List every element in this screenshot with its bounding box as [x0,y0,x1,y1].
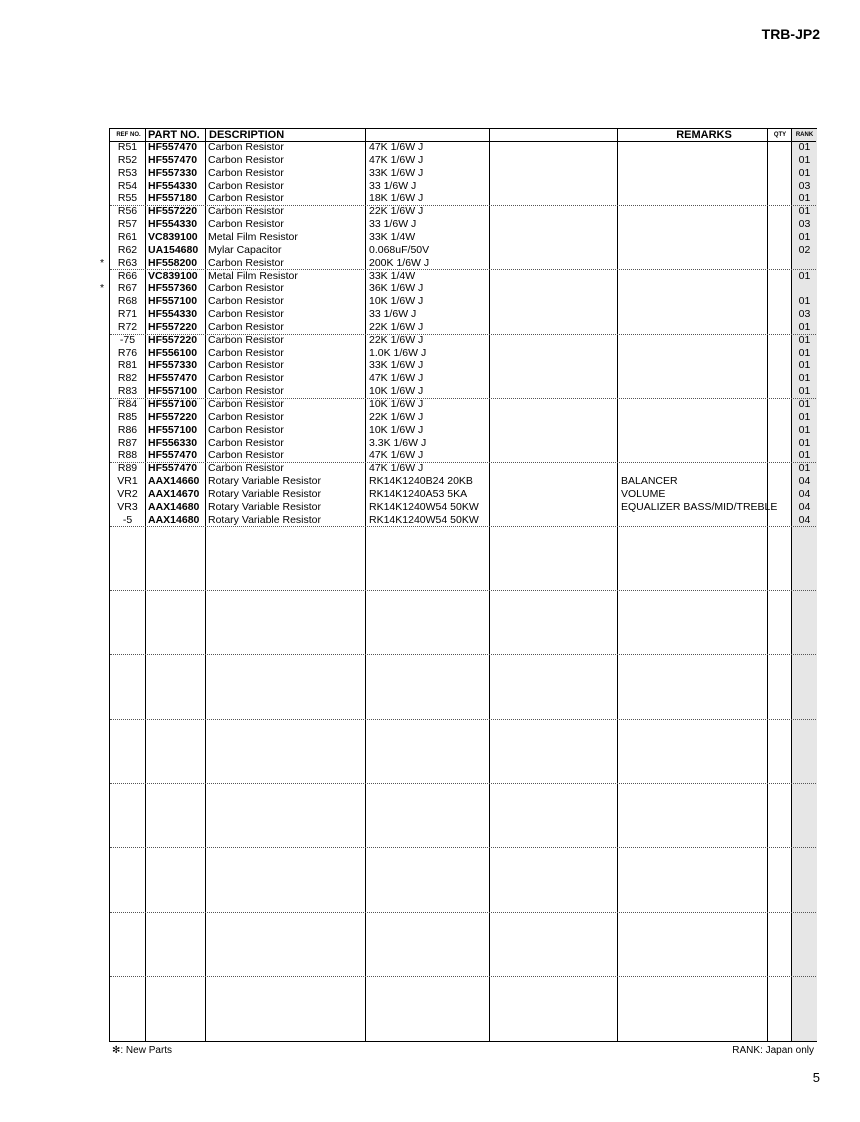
rank-note: RANK: Japan only [732,1045,814,1056]
parts-list-table [99,128,817,1042]
rank-cell: 01 [798,462,811,475]
part-no-cell: HF557100 [148,398,198,410]
description-cell: Carbon Resistor [208,372,284,385]
ref-no-cell: R82 [117,372,138,385]
spec-cell: 33K 1/6W J [369,166,424,179]
spec-cell: 10K 1/6W J [369,423,424,436]
row-separator [110,719,816,720]
header-part-no: PART NO. [148,129,200,141]
description-cell: Carbon Resistor [208,166,284,179]
spec-cell: 22K 1/6W J [369,320,424,333]
spec-cell: 22K 1/6W J [369,205,424,218]
spec-cell: 33 1/6W J [369,308,417,321]
rank-cell: 01 [798,295,811,308]
ref-no-cell: R66 [117,269,138,282]
part-no-cell: HF557470 [148,153,198,166]
table-row [110,270,816,283]
table-row [99,282,816,295]
part-no-cell: HF557220 [148,410,198,423]
ref-no-cell: R85 [117,410,138,423]
rank-cell: 01 [798,436,811,449]
table-row [110,411,816,424]
part-no-cell: HF557100 [148,423,198,436]
ref-no-cell: R57 [117,218,138,231]
spec-cell: 36K 1/6W J [369,282,424,295]
spec-cell: 33K 1/4W [369,269,416,282]
rank-cell: 01 [798,205,811,218]
table-row [110,398,816,411]
table-row [110,192,816,206]
part-no-cell: VC839100 [148,269,198,282]
rank-cell: 01 [798,410,811,423]
rank-cell: 04 [798,500,811,513]
part-no-cell: AAX14680 [148,513,200,526]
rank-cell: 01 [798,385,811,398]
ref-no-cell: VR1 [117,475,138,488]
part-no-cell: HF554330 [148,218,198,231]
description-cell: Carbon Resistor [208,218,284,231]
ref-no-cell: VR2 [117,487,138,500]
ref-no-cell: R62 [117,243,138,256]
row-separator [110,783,816,784]
remarks-cell: EQUALIZER BASS/MID/TREBLE [621,500,778,513]
table-row [110,231,816,244]
spec-cell: 47K 1/6W J [369,141,424,153]
table-row [110,205,816,218]
spec-cell: 33 1/6W J [369,218,417,231]
table-row [110,180,816,193]
part-no-cell: HF557220 [148,320,198,333]
description-cell: Rotary Variable Resistor [208,487,322,500]
description-cell: Metal Film Resistor [208,269,298,282]
ref-no-cell: R68 [117,295,138,308]
description-cell: Carbon Resistor [208,192,284,205]
table-row [110,141,816,154]
description-cell: Rotary Variable Resistor [208,513,322,526]
description-cell: Carbon Resistor [208,153,284,166]
spec-cell: RK14K1240A53 5KA [369,487,468,500]
rank-cell: 01 [798,423,811,436]
spec-cell: 47K 1/6W J [369,372,424,385]
table-row [110,488,816,501]
row-separator [110,912,816,913]
table-row [110,295,816,308]
ref-no-cell: R56 [117,205,138,218]
description-cell: Carbon Resistor [208,333,284,346]
ref-no-cell: R88 [117,449,138,462]
description-cell: Carbon Resistor [208,385,284,398]
description-cell: Carbon Resistor [208,398,284,410]
description-cell: Rotary Variable Resistor [208,500,322,513]
rank-cell: 01 [798,398,811,410]
rank-cell: 04 [798,487,811,500]
rank-cell: 03 [798,308,811,321]
ref-no-cell: -5 [122,513,133,526]
description-cell: Mylar Capacitor [208,243,282,256]
rank-cell: 01 [798,192,811,205]
description-cell: Carbon Resistor [208,205,284,218]
ref-no-cell: R83 [117,385,138,398]
spec-cell: 33K 1/6W J [369,359,424,372]
page-number: 5 [812,1070,820,1085]
header-rank: RANK [795,132,814,138]
part-no-cell: AAX14670 [148,487,200,500]
part-no-cell: HF554330 [148,308,198,321]
rank-cell: 03 [798,179,811,192]
part-no-cell: UA154680 [148,243,199,256]
ref-no-cell: R87 [117,436,138,449]
description-cell: Carbon Resistor [208,179,284,192]
remarks-cell: BALANCER [621,475,678,488]
model-number: TRB-JP2 [761,26,820,42]
part-no-cell: HF557100 [148,295,198,308]
part-no-cell: HF557180 [148,192,198,205]
row-separator [110,654,816,655]
rank-cell: 03 [798,218,811,231]
part-no-cell: HF557330 [148,166,198,179]
ref-no-cell: R81 [117,359,138,372]
table-row [110,167,816,180]
spec-cell: 200K 1/6W J [369,256,430,269]
description-cell: Carbon Resistor [208,320,284,333]
row-separator [110,847,816,848]
header-remarks: REMARKS [676,129,732,141]
description-cell: Carbon Resistor [208,423,284,436]
spec-cell: 47K 1/6W J [369,449,424,462]
ref-no-cell: R63 [117,256,138,269]
part-no-cell: HF557360 [148,282,198,295]
part-no-cell: HF558200 [148,256,198,269]
header-qty: QTY [773,132,787,138]
table-row [110,475,816,488]
ref-no-cell: -75 [119,333,136,346]
part-no-cell: HF554330 [148,179,198,192]
table-row [110,218,816,231]
part-no-cell: HF557470 [148,372,198,385]
rank-cell: 01 [798,346,811,359]
rank-cell: 04 [798,475,811,488]
table-row [110,334,816,347]
spec-cell: 3.3K 1/6W J [369,436,427,449]
ref-no-cell: R52 [117,153,138,166]
part-no-cell: HF557220 [148,205,198,218]
spec-cell: 22K 1/6W J [369,333,424,346]
table-row [110,514,816,528]
part-no-cell: HF556330 [148,436,198,449]
spec-cell: 33 1/6W J [369,179,417,192]
ref-no-cell: R61 [117,230,138,243]
ref-no-cell: R86 [117,423,138,436]
spec-cell: RK14K1240W54 50KW [369,500,479,513]
header-ref-no: REF NO. [116,132,141,138]
rank-cell: 01 [798,230,811,243]
rank-cell: 04 [798,513,811,526]
rank-cell: 01 [798,449,811,462]
ref-no-cell: R84 [117,398,138,410]
table-row [110,244,816,257]
table-row [110,424,816,437]
description-cell: Carbon Resistor [208,282,284,295]
spec-cell: RK14K1240B24 20KB [369,475,473,488]
rank-cell: 01 [798,320,811,333]
table-row [110,154,816,167]
part-no-cell: HF557470 [148,462,198,475]
table-row [110,449,816,463]
ref-no-cell: R67 [117,282,138,295]
header-description: DESCRIPTION [209,129,285,141]
table-row [110,501,816,514]
table-row [110,347,816,360]
description-cell: Carbon Resistor [208,308,284,321]
spec-cell: 47K 1/6W J [369,462,424,475]
description-cell: Rotary Variable Resistor [208,475,322,488]
spec-cell: 18K 1/6W J [369,192,424,205]
new-parts-note: ✻: New Parts [112,1045,173,1056]
table-row [110,359,816,372]
ref-no-cell: VR3 [117,500,138,513]
description-cell: Carbon Resistor [208,141,284,153]
ref-no-cell: R54 [117,179,138,192]
description-cell: Carbon Resistor [208,295,284,308]
table-row [110,437,816,450]
spec-cell: RK14K1240W54 50KW [369,513,479,526]
table-row [110,372,816,385]
spec-cell: 22K 1/6W J [369,410,424,423]
table-row [110,462,816,475]
spec-cell: 47K 1/6W J [369,153,424,166]
part-no-cell: HF556100 [148,346,198,359]
ref-no-cell: R55 [117,192,138,205]
spec-cell: 33K 1/4W [369,230,416,243]
spec-cell: 1.0K 1/6W J [369,346,427,359]
remarks-cell: VOLUME [621,487,666,500]
part-no-cell: HF557220 [148,333,198,346]
spec-cell: 0.068uF/50V [369,243,430,256]
part-no-cell: HF557470 [148,449,198,462]
ref-no-cell: R89 [117,462,138,475]
ref-no-cell: R76 [117,346,138,359]
row-separator [110,590,816,591]
description-cell: Carbon Resistor [208,462,284,475]
description-cell: Carbon Resistor [208,256,284,269]
rank-cell: 01 [798,153,811,166]
ref-no-cell: R53 [117,166,138,179]
part-no-cell: AAX14660 [148,475,200,488]
description-cell: Carbon Resistor [208,346,284,359]
table-row [110,321,816,335]
description-cell: Carbon Resistor [208,436,284,449]
rank-cell: 01 [798,333,811,346]
rank-cell: 01 [798,269,811,282]
spec-cell: 10K 1/6W J [369,295,424,308]
rank-cell: 01 [798,166,811,179]
rank-cell: 01 [798,141,811,153]
spec-cell: 10K 1/6W J [369,398,424,410]
table-row [110,385,816,399]
table-row [110,308,816,321]
spec-cell: 10K 1/6W J [369,385,424,398]
ref-no-cell: R51 [117,141,138,153]
description-cell: Metal Film Resistor [208,230,298,243]
part-no-cell: HF557100 [148,385,198,398]
part-no-cell: HF557330 [148,359,198,372]
table-row [99,256,816,271]
description-cell: Carbon Resistor [208,410,284,423]
description-cell: Carbon Resistor [208,449,284,462]
ref-no-cell: R72 [117,320,138,333]
ref-no-cell: R71 [117,308,138,321]
rank-cell: 01 [798,359,811,372]
part-no-cell: AAX14680 [148,500,200,513]
rank-cell: 02 [798,243,811,256]
description-cell: Carbon Resistor [208,359,284,372]
new-part-mark: * [99,282,105,295]
part-no-cell: HF557470 [148,141,198,153]
rank-cell: 01 [798,372,811,385]
new-part-mark: * [99,256,105,269]
part-no-cell: VC839100 [148,230,198,243]
row-separator [110,976,816,977]
